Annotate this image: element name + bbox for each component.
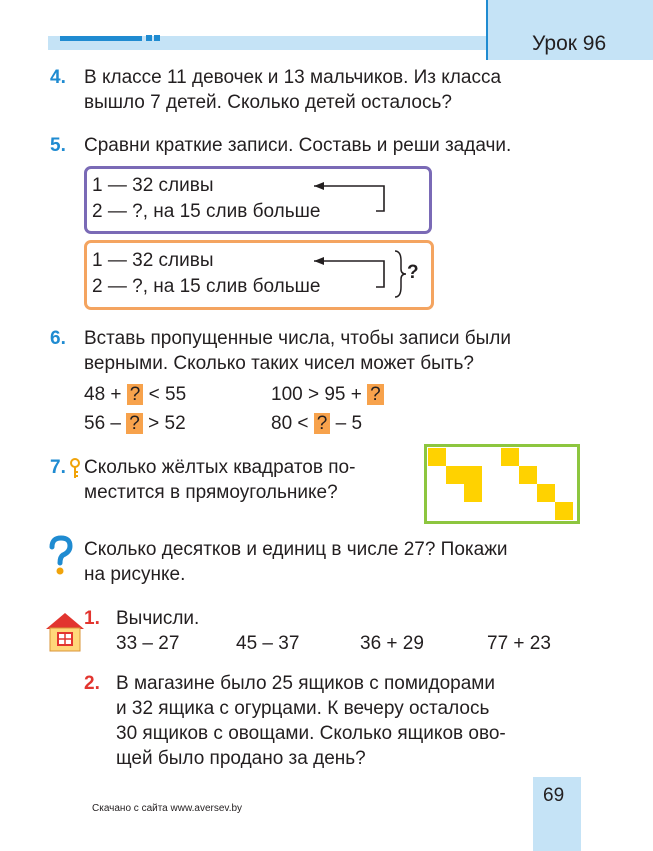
yellow-square (464, 466, 482, 484)
yellow-square (555, 502, 573, 520)
box-1-line-2: 2 — ?, на 15 слив больше (92, 201, 321, 222)
header-dot (146, 35, 152, 41)
homework-2-line-1: В магазине было 25 ящиков с помидорами (116, 673, 495, 694)
missing-number-box: ? (126, 413, 143, 434)
short-note-box-2 (84, 240, 434, 310)
short-note-box-1 (84, 166, 432, 234)
homework-2-line-3: 30 ящиков с овощами. Сколько ящиков ово- (116, 723, 506, 744)
yellow-square (446, 466, 464, 484)
task-4-line-2: вышло 7 детей. Сколько детей осталось? (84, 92, 452, 113)
inequality-2-pre: 100 > 95 + (271, 384, 368, 405)
expression-4: 77 + 23 (487, 633, 551, 654)
expression-2: 45 – 37 (236, 633, 300, 654)
yellow-square (537, 484, 555, 502)
page-number-tab (533, 777, 581, 851)
homework-2-line-4: щей было продано за день? (116, 748, 366, 769)
question-line-1: Сколько десятков и единиц в числе 27? Покажи (84, 539, 508, 560)
header-dot (154, 35, 160, 41)
inequality-3-post: > 52 (142, 413, 186, 434)
homework-1-text: Вычисли. (116, 608, 200, 629)
expression-3: 36 + 29 (360, 633, 424, 654)
box-2-line-1: 1 — 32 сливы (92, 250, 214, 271)
box-2-line-2: 2 — ?, на 15 слив больше (92, 276, 321, 297)
header-stripe (60, 36, 142, 41)
homework-2-number: 2. (84, 673, 100, 694)
lesson-tab (486, 0, 653, 60)
homework-1-number: 1. (84, 608, 100, 629)
inequality-4 (271, 412, 362, 436)
task-5-number: 5. (50, 135, 66, 156)
task-7-line-1: Сколько жёлтых квадратов по- (84, 457, 356, 478)
inequality-1-post: < 55 (143, 384, 187, 405)
missing-number-box: ? (367, 384, 384, 405)
inequality-3-pre: 56 – (84, 413, 127, 434)
yellow-square (519, 466, 537, 484)
yellow-square (428, 448, 446, 466)
question-mark-icon (46, 535, 74, 577)
brace-question: ? (407, 262, 419, 283)
arrow-icon (312, 177, 392, 217)
key-icon (68, 458, 82, 480)
task-6-line-2: верными. Сколько таких чисел может быть? (84, 353, 474, 374)
question-line-2: на рисунке. (84, 564, 186, 585)
missing-number-box: ? (314, 413, 331, 434)
inequality-3 (84, 412, 186, 436)
inequality-2 (271, 383, 384, 407)
box-1-line-1: 1 — 32 сливы (92, 175, 214, 196)
yellow-square (464, 484, 482, 502)
task-7-number: 7. (50, 457, 66, 478)
task-6-line-1: Вставь пропущенные числа, чтобы записи были (84, 328, 511, 349)
house-icon (44, 611, 86, 653)
lesson-title: Урок 96 (532, 32, 607, 55)
page-number: 69 (543, 785, 565, 806)
arrow-icon (312, 252, 392, 292)
task-4-number: 4. (50, 67, 66, 88)
missing-number-box: ? (127, 384, 144, 405)
expression-1: 33 – 27 (116, 633, 180, 654)
inequality-4-pre: 80 < (271, 413, 314, 434)
task-4-line-1: В классе 11 девочек и 13 мальчиков. Из класса (84, 67, 502, 88)
source-footer: Скачано с сайта www.aversev.by (92, 803, 243, 814)
inequality-1 (84, 383, 186, 407)
inequality-4-post: – 5 (330, 413, 363, 434)
task-6-number: 6. (50, 328, 66, 349)
squares-rectangle-figure (424, 444, 580, 524)
yellow-square (501, 448, 519, 466)
task-5-text: Сравни краткие записи. Составь и реши задачи. (84, 135, 512, 156)
inequality-1-pre: 48 + (84, 384, 127, 405)
brace-icon (393, 249, 407, 299)
task-7-line-2: местится в прямоугольнике? (84, 482, 338, 503)
homework-2-line-2: и 32 ящика с огурцами. К вечеру осталось (116, 698, 490, 719)
